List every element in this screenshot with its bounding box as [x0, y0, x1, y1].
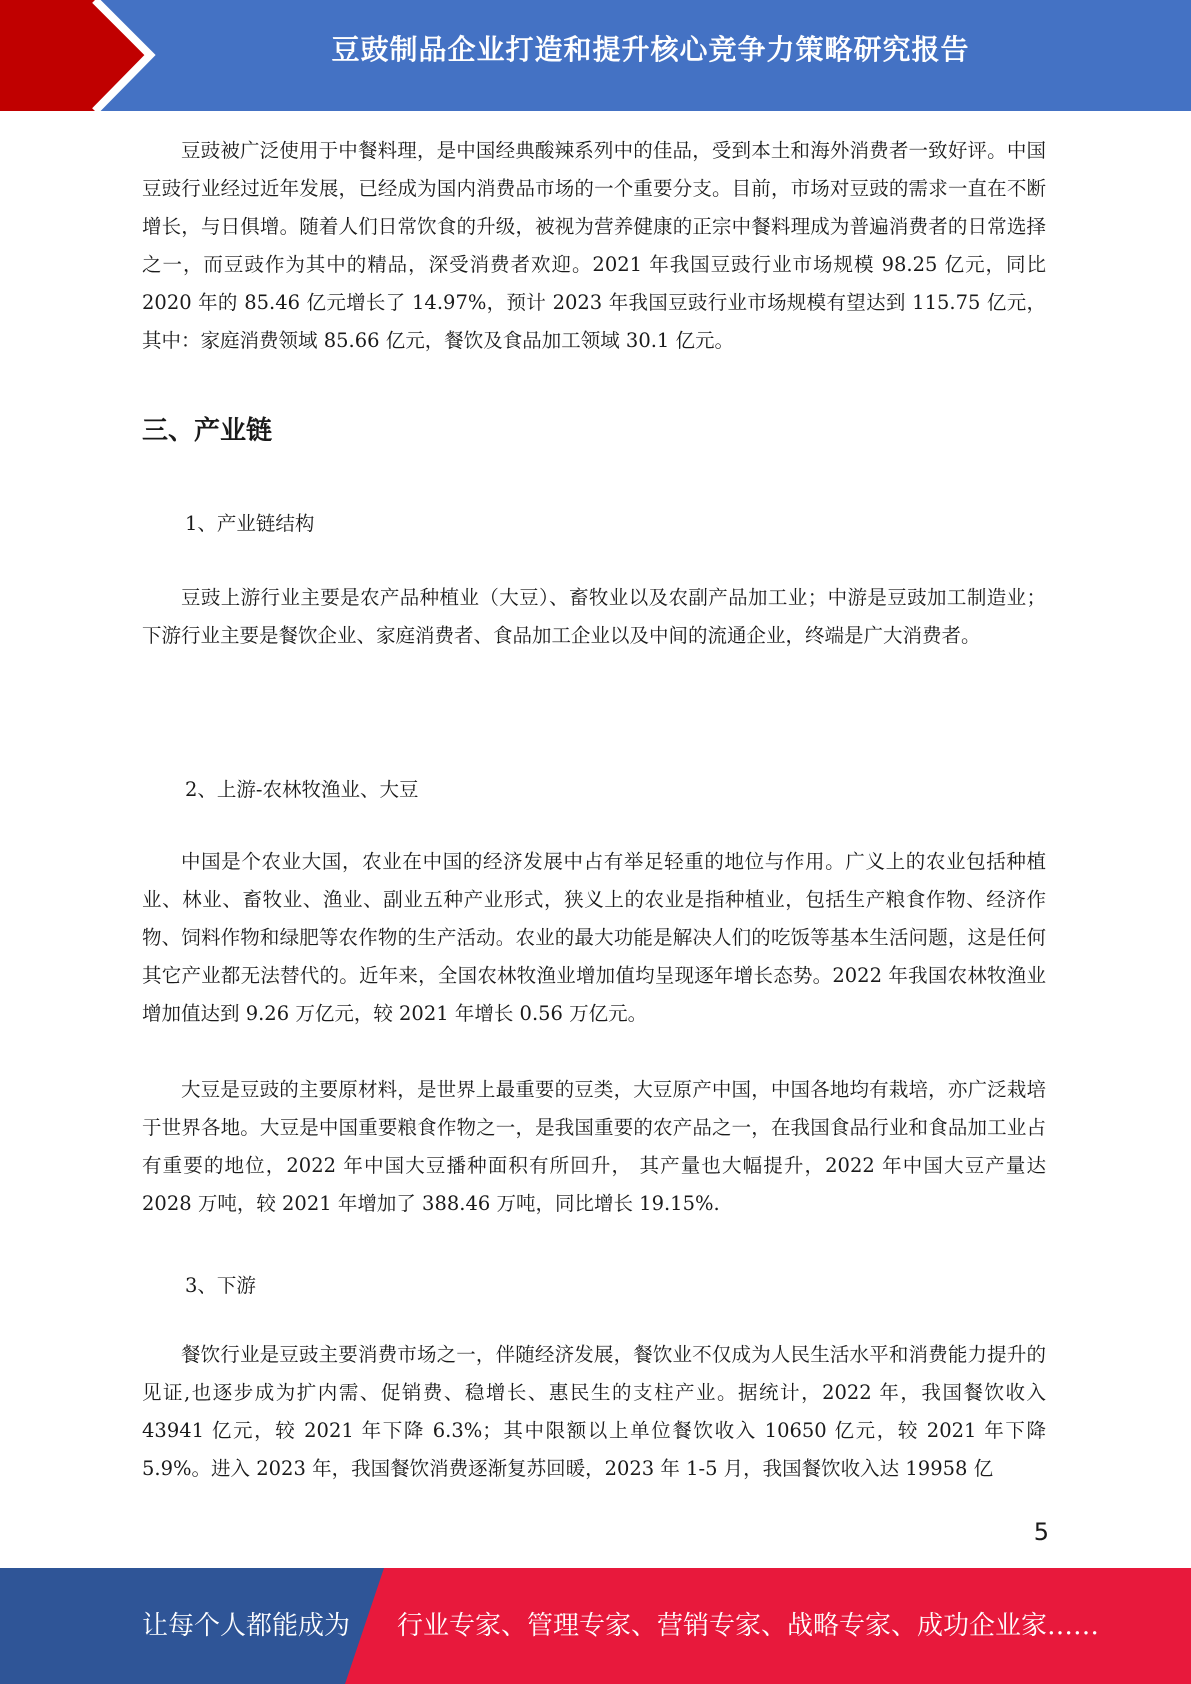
intro-paragraph: 豆豉被广泛使用于中餐料理，是中国经典酸辣系列中的佳品，受到本土和海外消费者一致好评。中国豆豉行业经过近年发展，已经成为国内消费品市场的一个重要分支。目前，市场对豆豉的需求一直在不断增长，与日俱增。随着人们日常饮食的升级，被视为营养健康的正宗中餐料理成为普遍消费者的日常选择之一，而豆豉作为其中的精品，深受消费者欢迎。2021 年我国豆豉行业市场规模 98.25 亿元，同比 2020 年的 85.46 亿元增长了 14.97%，预计 2023 年我国豆豉行业市场规模有望达到 115.75 亿元，其中：家庭消费领域 85.66 亿元，餐饮及食品加工领域 30.1 亿元。: [142, 139, 1046, 352]
subsection-title-3: 3、下游: [185, 1274, 256, 1297]
subsection-1-paragraph: 豆豉上游行业主要是农产品种植业（大豆）、畜牧业以及农副产品加工业；中游是豆豉加工制造业；下游行业主要是餐饮企业、家庭消费者、食品加工企业以及中间的流通企业，终端是广大消费者。: [142, 586, 1046, 647]
subsection-2-body-b: [142, 1071, 1046, 1223]
subsection-title-1: 1、产业链结构: [185, 512, 315, 535]
subsection-3-body: [142, 1336, 1046, 1488]
footer-slogan-right: 行业专家、管理专家、营销专家、战略专家、成功企业家……: [397, 1611, 1100, 1641]
subsection-title-2: 2、上游-农林牧渔业、大豆: [185, 778, 419, 801]
main-content: [142, 132, 1046, 360]
footer-slogan-left: 让每个人都能成为: [142, 1611, 351, 1641]
subsection-2-paragraph-2: 大豆是豆豉的主要原材料，是世界上最重要的豆类，大豆原产中国，中国各地均有栽培，亦广泛栽培于世界各地。大豆是中国重要粮食作物之一，是我国重要的农产品之一，在我国食品行业和食品加工业占有重要的地位，2022 年中国大豆播种面积有所回升， 其产量也大幅提升，2022 年中国大豆产量达 2028 万吨，较 2021 年增加了 388.46 万吨，同比增长 19.15%.: [142, 1078, 1046, 1215]
subsection-2-body: [142, 843, 1046, 1033]
header-chevron-decoration: [0, 0, 160, 111]
page-footer: [0, 1568, 1191, 1684]
page-header: [0, 0, 1191, 111]
report-title: 豆豉制品企业打造和提升核心竞争力策略研究报告: [331, 33, 970, 66]
section-title: 三、产业链: [142, 416, 273, 446]
subsection-2-paragraph-1: 中国是个农业大国，农业在中国的经济发展中占有举足轻重的地位与作用。广义上的农业包括种植业、林业、畜牧业、渔业、副业五种产业形式，狭义上的农业是指种植业，包括生产粮食作物、经济作物、饲料作物和绿肥等农作物的生产活动。农业的最大功能是解决人们的吃饭等基本生活问题，这是任何其它产业都无法替代的。近年来，全国农林牧渔业增加值均呈现逐年增长态势。2022 年我国农林牧渔业增加值达到 9.26 万亿元，较 2021 年增长 0.56 万亿元。: [142, 850, 1046, 1025]
subsection-3-paragraph: 餐饮行业是豆豉主要消费市场之一，伴随经济发展，餐饮业不仅成为人民生活水平和消费能力提升的见证,也逐步成为扩内需、促销费、稳增长、惠民生的支柱产业。据统计，2022 年，我国餐饮收入 43941 亿元，较 2021 年下降 6.3%；其中限额以上单位餐饮收入 10650 亿元，较 2021 年下降 5.9%。进入 2023 年，我国餐饮消费逐渐复苏回暖，2023 年 1-5 月，我国餐饮收入达 19958 亿: [142, 1343, 1046, 1480]
subsection-1-body: [142, 579, 1046, 655]
page-number: 5: [1033, 1518, 1049, 1546]
